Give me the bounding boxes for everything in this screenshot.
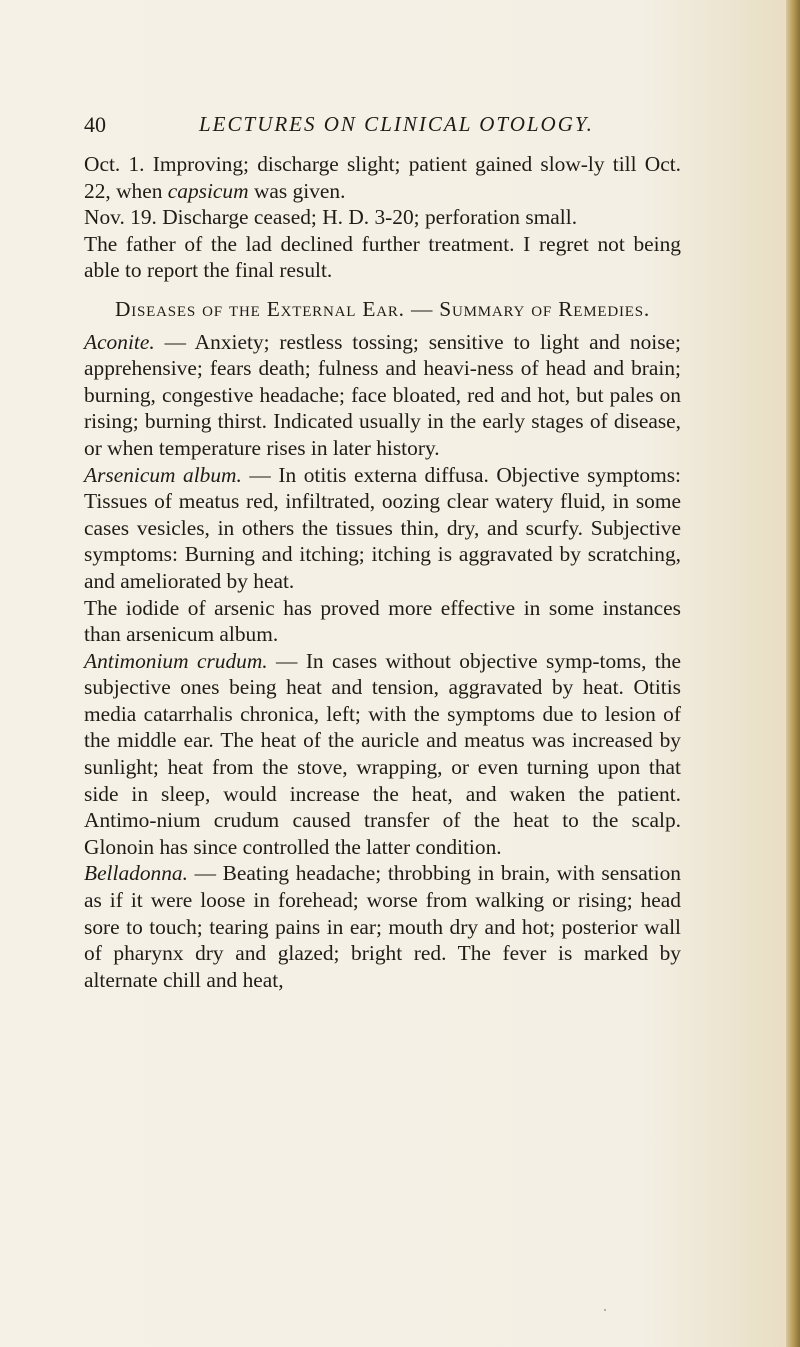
remedy-belladonna — [84, 860, 681, 993]
remedy-arsenicum — [84, 462, 681, 595]
page-edge — [786, 0, 800, 1347]
remedy-text-belladonna: — Beating headache; throbbing in brain, with sensation as if it were loose in forehead; worse from walking or rising; head sore to touch; tearing pains in ear; mouth dry and hot; posterior wall of pharynx dry and glazed; bright red. The fever is marked by alternate chill and heat, — [84, 861, 681, 992]
remedy-antimonium — [84, 648, 681, 861]
case-note-nov: Nov. 19. Discharge ceased; H. D. 3-20; perforation small. — [84, 205, 578, 230]
remedy-text-arsenicum: — In otitis externa diffusa. Objective symptoms: Tissues of meatus red, infiltrated, oozing clear watery fluid, in some cases vesicles, in others the tissues thin, dry, and scurfy. Subjective symptoms: Burning and itching; itching is aggravated by scratching, and ameliorated by heat. — [84, 462, 681, 593]
remedy-text-antimonium: — In cases without objective symp-toms, the subjective ones being heat and tension, aggravated by heat. Otitis media catarrhalis chronica, left; with the symptoms due to lesion of the middle ear. The heat of the auricle and meatus was increased by sunlight; heat from the stove, wrapping, or even turning upon that side in sleep, would increase the heat, and waken the patient. Antimo-nium crudum caused transfer of the heat to the scalp. Glonoin has since controlled the latter condition. — [84, 648, 681, 859]
case-note-oct-text: Oct. 1. Improving; discharge slight; patient gained slow-ly till Oct. 22, when — [84, 152, 681, 203]
remedy-name-belladonna: Belladonna. — [84, 861, 188, 886]
page-body — [84, 151, 681, 993]
page-header — [84, 112, 684, 140]
remedy-name-aconite: Aconite. — [84, 329, 155, 354]
remedy-name-arsenicum: Arsenicum album. — [84, 462, 242, 487]
section-heading: Diseases of the External Ear. — Summary of Remedies. — [114, 296, 651, 321]
running-title: LECTURES ON CLINICAL OTOLOGY. — [199, 112, 594, 136]
case-note-remedy: capsicum — [167, 178, 249, 203]
remedy-note-arsenicum: The iodide of arsenic has proved more effective in some instances than arsenicum album. — [84, 595, 681, 647]
case-note-oct-tail: was given. — [253, 178, 346, 203]
case-note-conclusion: The father of the lad declined further treatment. I regret not being able to report the final result. — [84, 231, 681, 283]
remedy-aconite — [84, 329, 681, 462]
case-note-oct — [84, 151, 681, 204]
paper-speck — [604, 1309, 606, 1311]
remedy-text-aconite: — Anxiety; restless tossing; sensitive to light and noise; apprehensive; fears death; fulness and heavi-ness of head and brain; burning, congestive headache; face bloated, red and hot, but pales on rising; burning thirst. Indicated usually in the early stages of disease, or when temperature rises in later history. — [84, 329, 681, 460]
page-number: 40 — [84, 112, 106, 137]
remedy-name-antimonium: Antimonium crudum. — [84, 648, 268, 673]
